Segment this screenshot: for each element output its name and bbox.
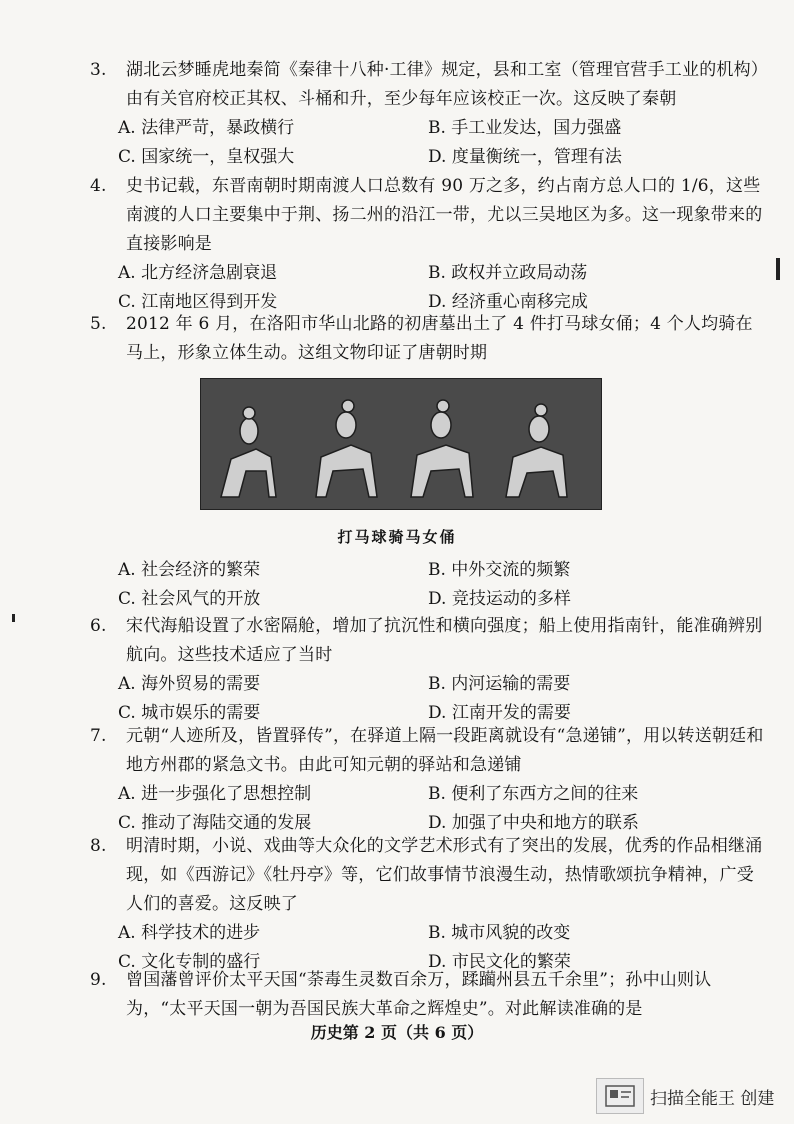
camscanner-logo-icon bbox=[596, 1078, 644, 1114]
question-9 bbox=[90, 966, 768, 1024]
question-stem: 明清时期，小说、戏曲等大众化的文学艺术形式有了突出的发展，优秀的作品相继涌现，如《西游记》《牡丹亭》等，它们故事情节浪漫生动，热情歌颂抗争精神，广受人们的喜爱。这反映了 bbox=[126, 836, 763, 914]
question-6 bbox=[90, 612, 768, 728]
question-5-options bbox=[108, 556, 768, 614]
option-b: B. 内河运输的需要 bbox=[428, 674, 571, 694]
question-4 bbox=[90, 172, 768, 317]
option-d: D. 经济重心南移完成 bbox=[428, 292, 588, 312]
options bbox=[118, 556, 768, 614]
page-footer: 历史第 2 页（共 6 页） bbox=[310, 1023, 484, 1042]
question-stem: 元朝“人迹所及，皆置驿传”，在驿道上隔一段距离就设有“急递铺”，用以转送朝廷和地方州郡的紧急文书。由此可知元朝的驿站和急递铺 bbox=[126, 726, 764, 775]
option-d: D. 加强了中央和地方的联系 bbox=[428, 813, 639, 833]
option-a: A. 社会经济的繁荣 bbox=[118, 560, 261, 580]
question-number: 7. bbox=[90, 726, 107, 746]
options bbox=[118, 114, 768, 172]
question-stem: 曾国藩曾评价太平天国“荼毒生灵数百余万，蹂躏州县五千余里”；孙中山则认为，“太平天国一朝为吾国民族大革命之辉煌史”。对此解读准确的是 bbox=[126, 970, 712, 1019]
question-number: 8. bbox=[90, 836, 107, 856]
question-stem: 史书记载，东晋南朝时期南渡人口总数有 90 万之多，约占南方总人口的 1/6，这些南渡的人口主要集中于荆、扬二州的沿江一带，尤以三吴地区为多。这一现象带来的直接影响是 bbox=[126, 176, 763, 254]
question-stem: 宋代海船设置了水密隔舱，增加了抗沉性和横向强度；船上使用指南针，能准确辨别航向。这些技术适应了当时 bbox=[126, 616, 763, 665]
option-b: B. 城市风貌的改变 bbox=[428, 923, 571, 943]
question-5 bbox=[90, 310, 768, 368]
question-number: 6. bbox=[90, 616, 107, 636]
option-a: A. 科学技术的进步 bbox=[118, 923, 261, 943]
watermark-text: 扫描全能王 创建 bbox=[650, 1088, 775, 1109]
question-number: 5. bbox=[90, 314, 107, 334]
option-d: D. 市民文化的繁荣 bbox=[428, 952, 571, 972]
option-c: C. 文化专制的盛行 bbox=[118, 952, 261, 972]
option-c: C. 推动了海陆交通的发展 bbox=[118, 813, 312, 833]
option-c: C. 江南地区得到开发 bbox=[118, 292, 278, 312]
figurines-illustration bbox=[201, 379, 601, 509]
option-d: D. 竞技运动的多样 bbox=[428, 589, 571, 609]
options bbox=[118, 780, 768, 838]
option-a: A. 海外贸易的需要 bbox=[118, 674, 261, 694]
question-3 bbox=[90, 56, 769, 172]
option-b: B. 手工业发达，国力强盛 bbox=[428, 118, 622, 138]
option-d: D. 度量衡统一，管理有法 bbox=[428, 147, 622, 167]
question-stem: 湖北云梦睡虎地秦简《秦律十八种·工律》规定，县和工室（管理官营手工业的机构）由有关官府校正其权、斗桶和升，至少每年应该校正一次。这反映了秦朝 bbox=[126, 60, 769, 109]
options bbox=[118, 670, 768, 728]
option-b: B. 中外交流的频繁 bbox=[428, 560, 571, 580]
option-a: A. 北方经济急剧衰退 bbox=[118, 263, 278, 283]
question-8 bbox=[90, 832, 768, 977]
question-stem: 2012 年 6 月，在洛阳市华山北路的初唐墓出土了 4 件打马球女俑；4 个人均骑在马上，形象立体生动。这组文物印证了唐朝时期 bbox=[126, 314, 753, 363]
question-number: 4. bbox=[90, 176, 107, 196]
scan-mark bbox=[12, 614, 15, 622]
question-7 bbox=[90, 722, 768, 838]
figure-caption: 打马球骑马女俑 bbox=[337, 528, 457, 546]
scan-mark bbox=[776, 258, 780, 280]
scanner-watermark bbox=[596, 1078, 774, 1114]
question-number: 3. bbox=[90, 60, 107, 80]
option-a: A. 进一步强化了思想控制 bbox=[118, 784, 312, 804]
option-c: C. 城市娱乐的需要 bbox=[118, 703, 261, 723]
option-d: D. 江南开发的需要 bbox=[428, 703, 571, 723]
question-number: 9. bbox=[90, 970, 107, 990]
option-c: C. 国家统一，皇权强大 bbox=[118, 147, 295, 167]
polo-figurines-photo bbox=[200, 378, 602, 510]
options bbox=[118, 259, 768, 317]
option-b: B. 政权并立政局动荡 bbox=[428, 263, 588, 283]
option-c: C. 社会风气的开放 bbox=[118, 589, 261, 609]
option-a: A. 法律严苛，暴政横行 bbox=[118, 118, 295, 138]
option-b: B. 便利了东西方之间的往来 bbox=[428, 784, 639, 804]
